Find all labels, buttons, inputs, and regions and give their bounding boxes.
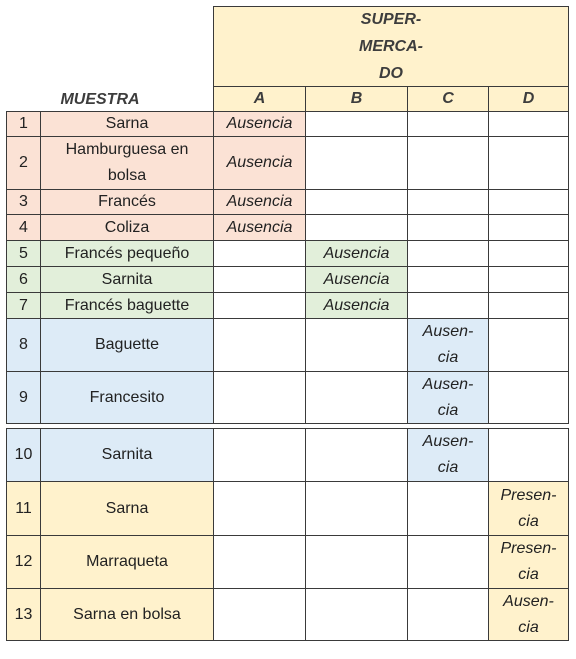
result-cell: Ausen- cia [407,318,489,372]
empty-cell [305,318,408,372]
result-cell: Ausen- cia [407,371,489,424]
result-cell: Ausen- cia [407,428,489,482]
row-number: 2 [6,136,41,190]
empty-cell [407,266,489,293]
sample-name: Hamburguesa en bolsa [40,136,214,190]
empty-cell [213,292,306,319]
sample-name: Coliza [40,214,214,241]
empty-cell [407,535,489,589]
sample-name: Sarnita [40,266,214,293]
row-number: 13 [6,588,41,641]
supermercado-header: SUPER- MERCA- DO [213,6,569,87]
column-header-a: A [213,86,306,112]
result-cell: Ausencia [305,292,408,319]
result-cell: Ausencia [213,214,306,241]
empty-cell [213,240,306,267]
empty-cell [488,371,569,424]
empty-cell [213,481,306,536]
result-cell: Presen- cia [488,481,569,536]
sample-name: Sarna [40,111,214,137]
empty-cell [407,292,489,319]
empty-cell [488,292,569,319]
empty-cell [305,371,408,424]
empty-cell [407,189,489,215]
empty-cell [305,428,408,482]
result-cell: Ausencia [305,240,408,267]
row-number: 3 [6,189,41,215]
empty-cell [488,214,569,241]
empty-cell [213,266,306,293]
empty-cell [305,214,408,241]
row-number: 11 [6,481,41,536]
empty-cell [407,240,489,267]
result-cell: Presen- cia [488,535,569,589]
empty-cell [488,318,569,372]
empty-cell [305,111,408,137]
result-cell: Ausencia [213,189,306,215]
column-header-d: D [488,86,569,112]
empty-cell [213,428,306,482]
column-header-c: C [407,86,489,112]
empty-cell [488,111,569,137]
sample-name: Francesito [40,371,214,424]
muestra-header: MUESTRA [60,90,140,108]
result-cell: Ausencia [213,111,306,137]
empty-cell [407,588,489,641]
empty-cell [407,111,489,137]
empty-cell [407,214,489,241]
empty-cell [305,535,408,589]
sample-name: Marraqueta [40,535,214,589]
empty-cell [407,136,489,190]
empty-cell [305,136,408,190]
empty-cell [213,588,306,641]
sample-name: Francés baguette [40,292,214,319]
row-number: 7 [6,292,41,319]
empty-cell [407,481,489,536]
empty-cell [213,535,306,589]
column-header-b: B [305,86,408,112]
row-number: 8 [6,318,41,372]
result-cell: Ausen- cia [488,588,569,641]
empty-cell [488,266,569,293]
row-number: 6 [6,266,41,293]
row-number: 9 [6,371,41,424]
row-number: 10 [6,428,41,482]
sample-name: Francés pequeño [40,240,214,267]
empty-cell [488,428,569,482]
row-number: 12 [6,535,41,589]
empty-cell [488,189,569,215]
sample-name: Sarna [40,481,214,536]
sample-name: Sarnita [40,428,214,482]
result-cell: Ausencia [213,136,306,190]
empty-cell [305,481,408,536]
empty-cell [305,189,408,215]
empty-cell [488,136,569,190]
row-number: 1 [6,111,41,137]
empty-cell [213,318,306,372]
result-cell: Ausencia [305,266,408,293]
row-number: 5 [6,240,41,267]
empty-cell [213,371,306,424]
empty-cell [488,240,569,267]
sample-name: Francés [40,189,214,215]
sample-name: Baguette [40,318,214,372]
row-number: 4 [6,214,41,241]
sample-name: Sarna en bolsa [40,588,214,641]
empty-cell [305,588,408,641]
